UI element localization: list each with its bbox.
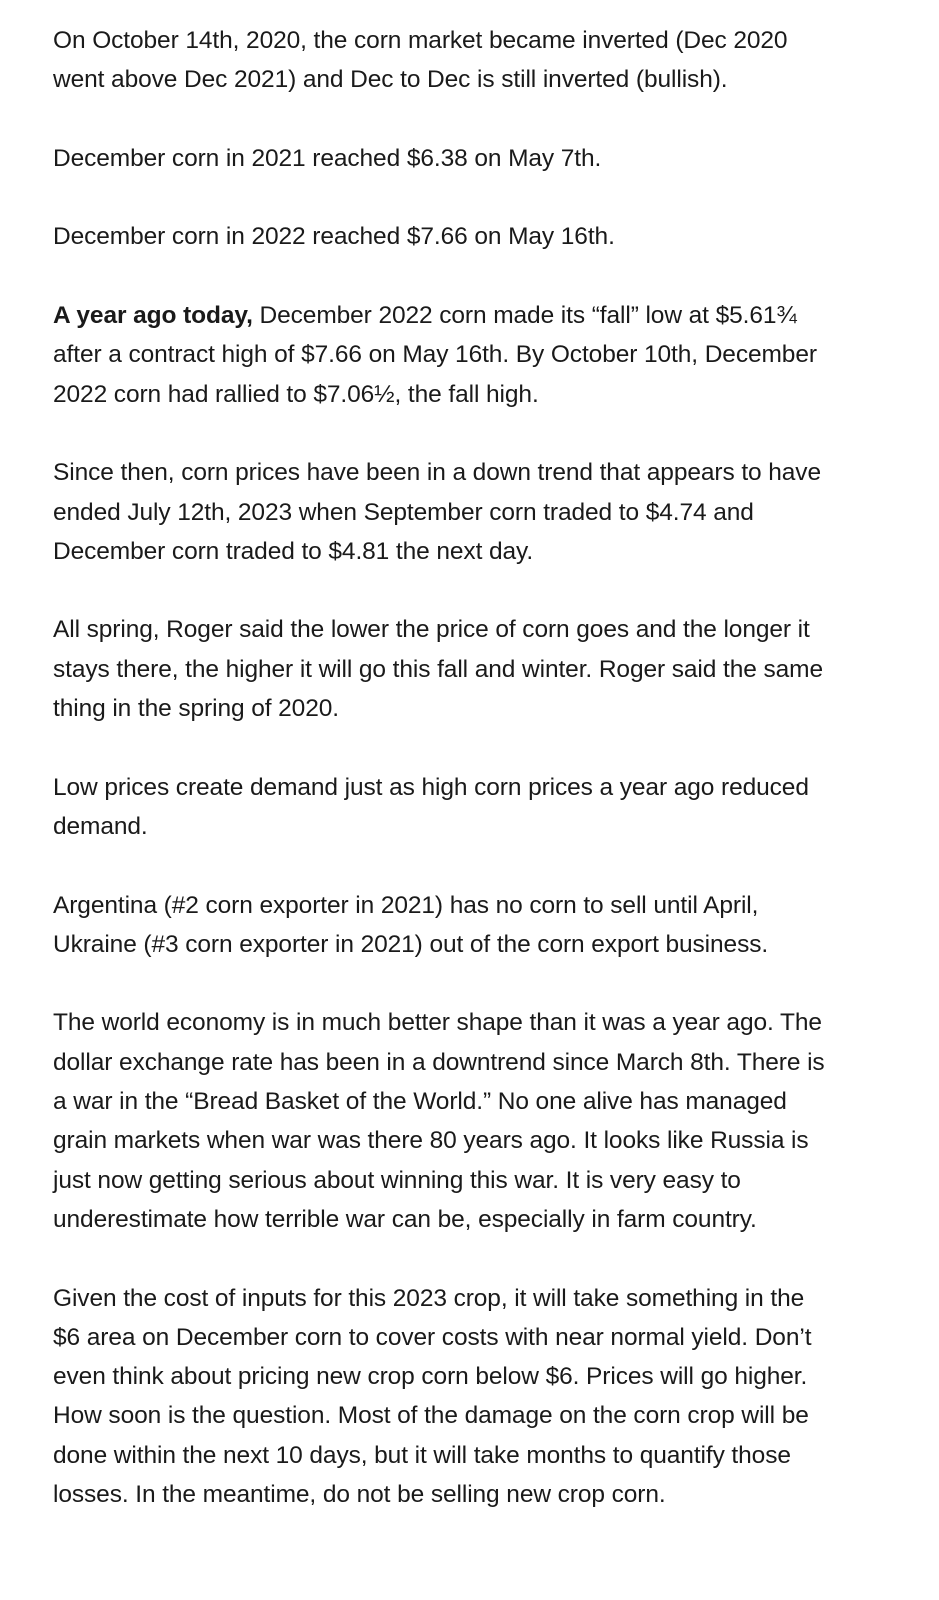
text-line: Argentina (#2 corn exporter in 2021) has no corn to sell until April, bbox=[53, 891, 759, 919]
text-line: after a contract high of $7.66 on May 16th. By October 10th, December bbox=[53, 341, 817, 369]
text-line: ended July 12th, 2023 when September corn traded to $4.74 and bbox=[53, 498, 754, 526]
text-line: just now getting serious about winning this war. It is very easy to bbox=[53, 1166, 741, 1194]
text-line: dollar exchange rate has been in a downtrend since March 8th. There is bbox=[53, 1048, 825, 1076]
text-line: grain markets when war was there 80 years ago. It looks like Russia is bbox=[53, 1127, 809, 1155]
text-line: December corn in 2022 reached $7.66 on May 16th. bbox=[53, 223, 615, 251]
text-run: December 2022 corn made its “fall” low at $5.61¾ bbox=[252, 302, 797, 330]
article-body bbox=[53, 21, 913, 1514]
paragraph bbox=[53, 139, 913, 178]
text-line: demand. bbox=[53, 812, 148, 840]
text-line: December corn traded to $4.81 the next day. bbox=[53, 537, 534, 565]
paragraph bbox=[53, 1003, 913, 1239]
text-line: underestimate how terrible war can be, especially in farm country. bbox=[53, 1205, 757, 1233]
text-line: done within the next 10 days, but it will take months to quantify those bbox=[53, 1441, 791, 1469]
paragraph bbox=[53, 217, 913, 256]
text-line: All spring, Roger said the lower the price of corn goes and the longer it bbox=[53, 616, 810, 644]
text-line: a war in the “Bread Basket of the World.” No one alive has managed bbox=[53, 1088, 787, 1116]
text-line: Given the cost of inputs for this 2023 crop, it will take something in the bbox=[53, 1284, 805, 1312]
text-line: losses. In the meantime, do not be selling new crop corn. bbox=[53, 1480, 666, 1508]
paragraph bbox=[53, 610, 913, 728]
paragraph bbox=[53, 1279, 913, 1515]
text-line: On October 14th, 2020, the corn market became inverted (Dec 2020 bbox=[53, 27, 788, 54]
text-line: Low prices create demand just as high corn prices a year ago reduced bbox=[53, 773, 809, 801]
text-line: 2022 corn had rallied to $7.06½, the fall high. bbox=[53, 380, 539, 408]
text-line bbox=[53, 296, 913, 335]
bold-lead-text: A year ago today, bbox=[53, 302, 253, 330]
paragraph bbox=[53, 453, 913, 571]
text-line: stays there, the higher it will go this fall and winter. Roger said the same bbox=[53, 655, 823, 683]
text-line: went above Dec 2021) and Dec to Dec is still inverted (bullish). bbox=[53, 66, 728, 94]
text-line: How soon is the question. Most of the damage on the corn crop will be bbox=[53, 1402, 809, 1430]
text-line: Ukraine (#3 corn exporter in 2021) out of the corn export business. bbox=[53, 930, 769, 958]
text-line: December corn in 2021 reached $6.38 on May 7th. bbox=[53, 144, 602, 172]
text-line: Since then, corn prices have been in a down trend that appears to have bbox=[53, 459, 821, 487]
paragraph bbox=[53, 296, 913, 414]
text-line: The world economy is in much better shape than it was a year ago. The bbox=[53, 1009, 822, 1037]
text-line: $6 area on December corn to cover costs with near normal yield. Don’t bbox=[53, 1323, 812, 1351]
paragraph bbox=[53, 768, 913, 847]
paragraph bbox=[53, 886, 913, 965]
paragraph bbox=[53, 21, 913, 100]
text-line: even think about pricing new crop corn below $6. Prices will go higher. bbox=[53, 1363, 808, 1391]
text-line: thing in the spring of 2020. bbox=[53, 695, 339, 723]
